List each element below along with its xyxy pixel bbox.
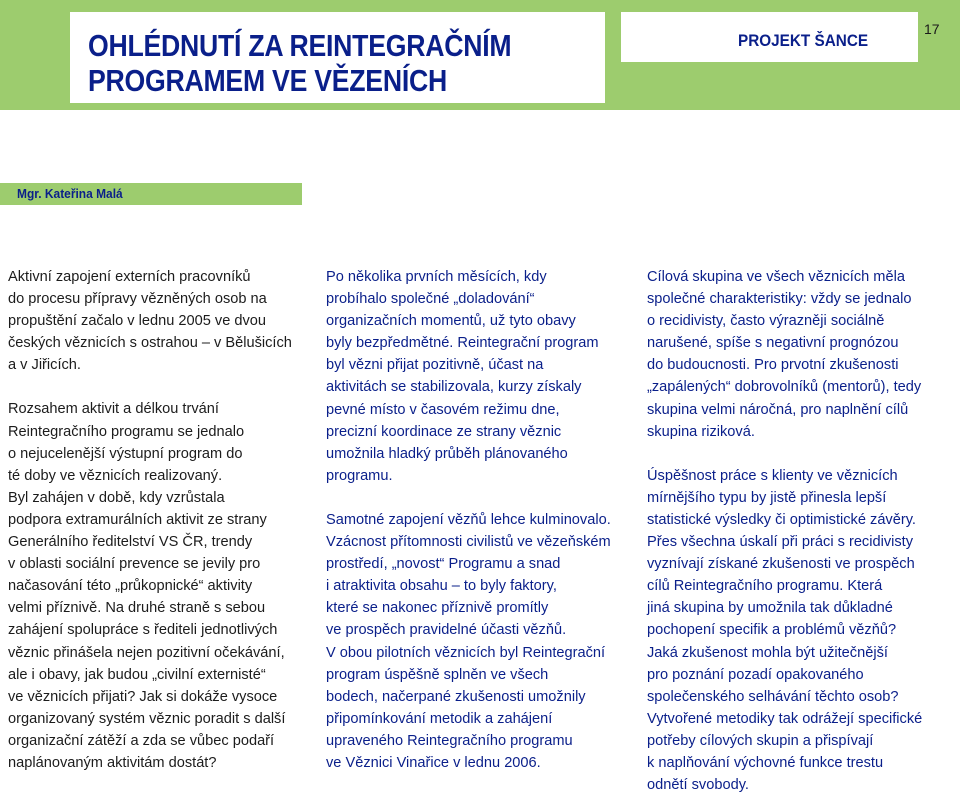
- text-line: programu.: [326, 467, 393, 484]
- text-line: velmi příznivě. Na druhé straně s sebou: [8, 600, 266, 617]
- text-line: podpora extramurálních aktivit ze strany: [8, 511, 267, 528]
- text-line: Vytvořené metodiky tak odrážejí specifické: [647, 710, 923, 727]
- text-line: o nejucelenější výstupní program do: [8, 445, 243, 462]
- text-line: i atraktivita obsahu – to byly faktory,: [326, 578, 557, 595]
- text-line: V obou pilotních věznicích byl Reintegrační: [326, 644, 606, 661]
- text-line: v oblasti sociální prevence se jevily pro: [8, 556, 261, 573]
- text-line: načasování této „průkopnické“ aktivity: [8, 578, 253, 595]
- text-line: k naplňování výchovné funkce trestu: [647, 754, 884, 771]
- text-line: Samotné zapojení vězňů lehce kulminovalo.: [326, 511, 611, 528]
- text-line: umožnila hladký průběh plánovaného: [326, 445, 568, 462]
- text-line: zahájení spolupráce s řediteli jednotlivých: [8, 622, 278, 639]
- project-name: PROJEKT ŠANCE: [738, 31, 869, 50]
- article-title: [88, 28, 535, 98]
- text-line: byl vězni přijat pozitivně, účast na: [326, 357, 544, 374]
- text-line: o recidivisty, často výrazněji sociálně: [647, 313, 885, 330]
- text-line: cílů Reintegračního programu. Která: [647, 578, 883, 595]
- text-line: Generálního ředitelství VS ČR, trendy: [8, 534, 253, 551]
- text-line: věznic přinášela nejen pozitivní očekávání,: [8, 644, 285, 661]
- text-line: potřeby cílových skupin a přispívají: [647, 732, 874, 749]
- text-line: precizní koordinace ze strany věznic: [326, 423, 562, 440]
- text-line: aktivitách se stabilizovala, kurzy získaly: [326, 379, 582, 396]
- text-line: organizovaný systém věznic poradit s další: [8, 710, 286, 727]
- text-line: Jaká zkušenost mohla být užitečnější: [647, 644, 888, 661]
- text-line: ve Věznici Vinařice v lednu 2006.: [326, 754, 541, 771]
- text-line: statistické výsledky či optimistické závěry.: [647, 511, 916, 528]
- page-number: 17: [924, 21, 940, 37]
- text-line: organizačních momentů, už tyto obavy: [326, 313, 576, 330]
- text-line: byly bezpředmětné. Reintegrační program: [326, 335, 599, 352]
- text-line: té doby ve věznicích realizovaný.: [8, 467, 223, 484]
- text-line: ale i obavy, jak budou „civilní externisté“: [8, 666, 266, 683]
- text-line: naplánovaným aktivitám dostát?: [8, 754, 217, 771]
- text-line: Aktivní zapojení externích pracovníků: [8, 269, 251, 285]
- text-line: pevné místo v časovém režimu dne,: [326, 401, 560, 418]
- text-line: organizační zátěží a zda se vůbec podaří: [8, 732, 275, 749]
- text-line: společenského selhávání těchto osob?: [647, 688, 899, 705]
- text-line: propuštění začalo v lednu 2005 ve dvou: [8, 313, 267, 330]
- text-line: společné charakteristiky: vždy se jednalo: [647, 291, 912, 308]
- text-line: do procesu přípravy vězněných osob na: [8, 291, 267, 308]
- text-line: bodech, načerpané zkušenosti umožnily: [326, 688, 586, 705]
- title-line-1: OHLÉDNUTÍ ZA REINTEGRAČNÍM: [88, 28, 512, 63]
- text-line: Rozsahem aktivit a délkou trvání: [8, 401, 219, 418]
- text-column-1: [8, 266, 318, 774]
- text-line: Přes všechna úskalí při práci s recidivisty: [647, 534, 914, 551]
- text-line: Úspěšnost práce s klienty ve věznicích: [647, 467, 898, 484]
- text-line: Byl zahájen v době, kdy vzrůstala: [8, 489, 225, 506]
- paragraph-gap: [326, 487, 636, 509]
- text-line: „zapálených“ dobrovolníků (mentorů), tedy: [647, 379, 922, 396]
- paragraph-gap: [647, 443, 957, 465]
- text-line: prostředí, „novost“ Programu a snad: [326, 556, 561, 573]
- text-line: které se nakonec příznivě promítly: [326, 600, 549, 617]
- text-line: ve prospěch pravidelné účasti vězňů.: [326, 622, 567, 639]
- text-line: vyznívají získané zkušenosti ve prospěch: [647, 556, 915, 573]
- text-line: připomínkování metodik a zahájení: [326, 710, 553, 727]
- text-line: upraveného Reintegračního programu: [326, 732, 573, 749]
- text-line: program úspěšně splněn ve všech: [326, 666, 549, 683]
- text-line: mírnějšího typu by jistě přinesla lepší: [647, 489, 887, 506]
- text-line: skupina velmi náročná, pro naplnění cílů: [647, 401, 909, 418]
- text-line: probíhalo společné „doladování“: [326, 291, 535, 308]
- text-column-2: [326, 266, 636, 774]
- text-line: pro poznání pozadí opakovaného: [647, 666, 864, 683]
- text-line: Cílová skupina ve všech věznicích měla: [647, 269, 905, 285]
- text-line: pochopení specifik a problémů vězňů?: [647, 622, 897, 639]
- text-line: jiná skupina by umožnila tak důkladné: [647, 600, 893, 617]
- text-line: skupina riziková.: [647, 423, 755, 440]
- text-line: narušené, spíše s negativní prognózou: [647, 335, 899, 352]
- text-line: Vzácnost přítomnosti civilistů ve vězeňském: [326, 534, 611, 551]
- title-line-2: PROGRAMEM VE VĚZENÍCH: [88, 63, 447, 98]
- text-line: Po několika prvních měsících, kdy: [326, 269, 547, 285]
- paragraph-gap: [8, 376, 318, 398]
- text-line: českých věznicích s ostrahou – v Bělušicích: [8, 335, 292, 352]
- text-line: a v Jiřicích.: [8, 357, 81, 374]
- author-name: Mgr. Kateřina Malá: [17, 186, 123, 201]
- text-line: Reintegračního programu se jednalo: [8, 423, 245, 440]
- text-line: odnětí svobody.: [647, 777, 749, 794]
- text-line: do budoucnosti. Pro prvotní zkušenosti: [647, 357, 899, 374]
- text-line: ve věznicích přijati? Jak si dokáže vysoce: [8, 688, 278, 705]
- text-column-3: [647, 266, 957, 796]
